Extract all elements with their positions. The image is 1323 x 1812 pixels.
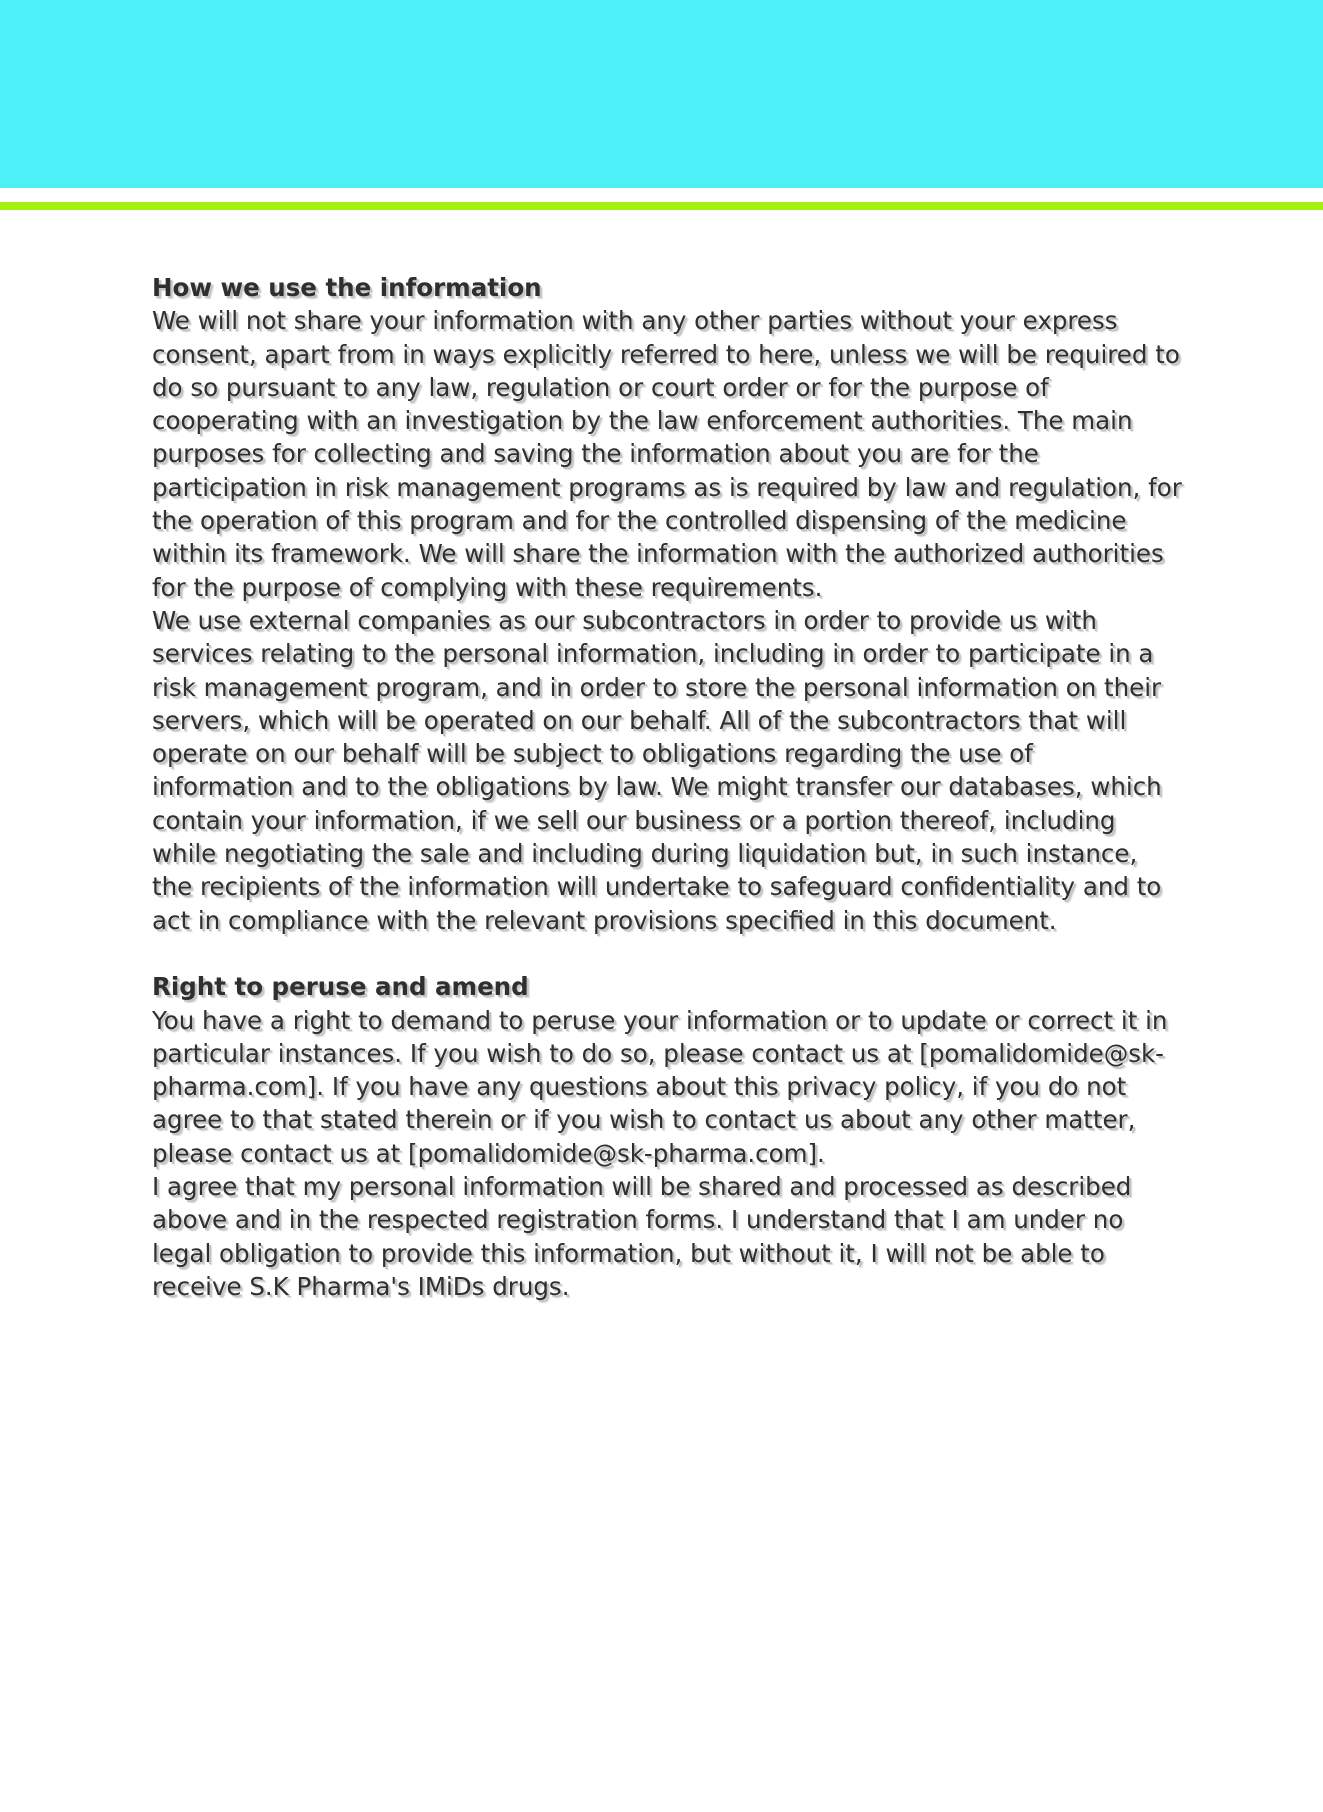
paragraph-consent: I agree that my personal information will be shared and processed as described above and in the respected registration forms. I understand that I am under no legal obligation to provide this information, but without it, I will not be able to receive S.K Pharma's IMiDs drugs. [152,1172,1132,1301]
section-heading-use: How we use the information [152,273,542,302]
paragraph-peruse-contact: You have a right to demand to peruse your information or to update or correct it in particular instances. If you wish to do so, please contact us at [pomalidomide@sk-pharma.com]. If you have any questions about this privacy policy, if you do not agree to that stated therein or if you wish to contact us about any other matter, please contact us at [pomalidomide@sk-pharma.com]. [152,1005,1168,1168]
document-body [152,271,1182,1303]
section-gap [152,937,1182,970]
paragraph-subcontractors: We use external companies as our subcontractors in order to provide us with services relating to the personal information, including in order to participate in a risk management program, and in order to store the personal information on their servers, which will be operated on our behalf. All of the subcontractors that will operate on our behalf will be subject to obligations regarding the use of information and to the obligations by law. We might transfer our databases, which contain your information, if we sell our business or a portion thereof, including while negotiating the sale and including during liquidation but, in such instance, the recipients of the information will undertake to safeguard confidentiality and to act in compliance with the relevant provisions specified in this document. [152,605,1162,935]
section-heading-peruse: Right to peruse and amend [152,972,529,1002]
header-band [0,0,1323,188]
header-divider [0,202,1323,210]
paragraph-use-sharing: We will not share your information with any other parties without your express consent, apart from in ways explicitly referred to here, unless we will be required to do so pursuant to any law, regulation or court order or for the purpose of cooperating with an investigation by the law enforcement authorities. The main purposes for collecting and saving the information about you are for the participation in risk management programs as is required by law and regulation, for the operation of this program and for the controlled dispensing of the medicine within its framework. We will share the information with the authorized authorities for the purpose of complying with these requirements. [152,306,1182,602]
